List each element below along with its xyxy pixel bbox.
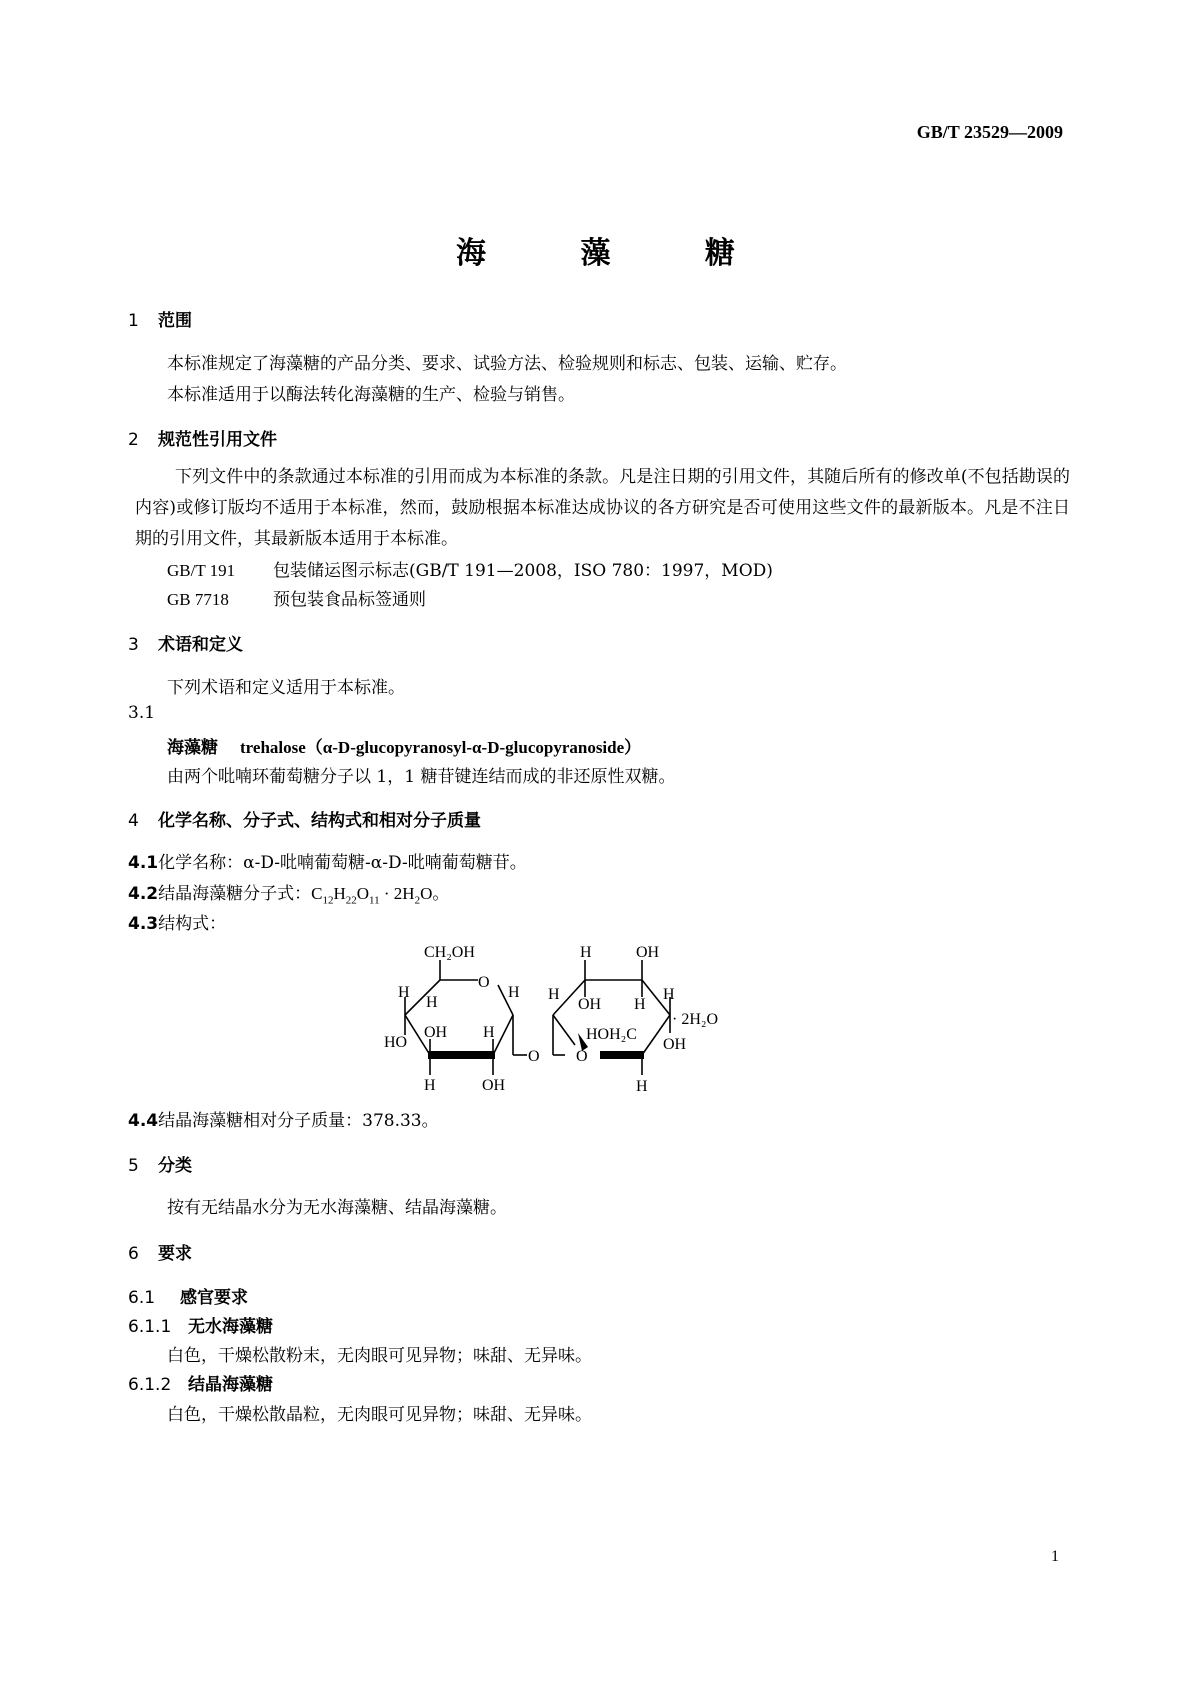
page-number: 1 — [1051, 1548, 1059, 1565]
clause-4-4 — [128, 1106, 439, 1131]
s5-paragraph-1: 按有无结晶水分为无水海藻糖、结晶海藻糖。 — [167, 1198, 507, 1218]
label-h: H — [634, 996, 646, 1013]
clause-6-1-1-text: 白色，干燥松散粉末，无肉眼可见异物；味甜、无异味。 — [167, 1346, 592, 1366]
clause-6-1-heading — [128, 1283, 248, 1308]
section-title: 范围 — [158, 311, 192, 331]
clause-6-1-2-text: 白色，干燥松散晶粒，无肉眼可见异物；味甜、无异味。 — [167, 1405, 592, 1425]
section-2-heading — [128, 425, 277, 450]
section-title: 术语和定义 — [158, 635, 243, 655]
label-h: H — [424, 1077, 436, 1094]
label-ring-oxygen: O — [576, 1048, 588, 1065]
reference-title: 预包装食品标签通则 — [273, 590, 426, 610]
label-h: H — [580, 944, 592, 961]
clause-6-1-1-heading — [128, 1312, 273, 1337]
clause-text: 结构式： — [158, 914, 227, 934]
term-chinese: 海藻糖 — [167, 738, 218, 758]
label-water: · 2H₂O — [672, 1011, 719, 1028]
s1-paragraph-1: 本标准规定了海藻糖的产品分类、要求、试验方法、检验规则和标志、包装、运输、贮存。 — [167, 354, 847, 374]
clause-number: 4.3 — [128, 914, 159, 934]
right-ring-bold-bond — [600, 1051, 644, 1059]
section-4-heading — [128, 806, 481, 831]
s1-paragraph-2: 本标准适用于以酶法转化海藻糖的生产、检验与销售。 — [167, 385, 575, 405]
label-hoh2c: HOH₂C — [586, 1026, 637, 1043]
clause-4-2 — [128, 879, 449, 906]
label-ho: HO — [384, 1034, 408, 1051]
label-oh: OH — [424, 1024, 448, 1041]
section-title: 分类 — [158, 1156, 192, 1176]
section-title: 要求 — [158, 1244, 192, 1264]
section-number: 2 — [128, 430, 139, 450]
section-6-heading — [128, 1239, 192, 1264]
term-english: trehalose（α-D-glucopyranosyl-α-D-glucopyranoside） — [240, 738, 642, 757]
clause-title: 结晶海藻糖 — [188, 1375, 273, 1395]
clause-title: 感官要求 — [180, 1288, 248, 1308]
term-definition: 由两个吡喃环葡萄糖分子以 1，1 糖苷键连结而成的非还原性双糖。 — [167, 767, 676, 787]
section-1-heading — [128, 306, 192, 331]
clause-text: 结晶海藻糖相对分子质量：378.33。 — [158, 1111, 439, 1131]
clause-title: 无水海藻糖 — [188, 1317, 273, 1337]
s3-paragraph-1: 下列术语和定义适用于本标准。 — [167, 678, 405, 698]
label-h: H — [636, 1078, 648, 1095]
clause-text: 结晶海藻糖分子式： — [158, 884, 312, 904]
label-h: H — [483, 1024, 495, 1041]
section-number: 1 — [128, 311, 139, 331]
label-oh: OH — [663, 1036, 687, 1053]
section-title: 化学名称、分子式、结构式和相对分子质量 — [158, 811, 481, 831]
reference-title: 包装储运图示标志(GB/T 191—2008，ISO 780：1997，MOD) — [273, 561, 773, 581]
clause-number: 6.1.1 — [128, 1317, 172, 1337]
standard-number: GB/T 23529—2009 — [916, 122, 1063, 142]
clause-number: 6.1 — [128, 1288, 156, 1308]
section-5-heading — [128, 1151, 192, 1176]
clause-4-1 — [128, 848, 527, 873]
clause-number: 6.1.2 — [128, 1375, 172, 1395]
section-number: 4 — [128, 811, 139, 831]
clause-text: 化学名称：α-D-吡喃葡萄糖-α-D-吡喃葡萄糖苷。 — [158, 853, 527, 873]
section-number: 6 — [128, 1244, 139, 1264]
document-title: 海 藻 糖 — [456, 236, 777, 271]
label-glycosidic-oxygen: O — [528, 1048, 540, 1065]
label-oh: OH — [636, 944, 660, 961]
label-h: H — [663, 986, 675, 1003]
label-h: H — [426, 994, 438, 1011]
reference-item — [167, 585, 426, 610]
section-title: 规范性引用文件 — [158, 430, 277, 450]
clause-number: 4.2 — [128, 884, 159, 904]
left-ring-bold-bond — [428, 1051, 495, 1059]
clause-number: 3.1 — [128, 703, 156, 723]
section-3-heading — [128, 630, 243, 655]
molecular-formula: $C_{12}H_{22}O_{11} \cdot 2H_2O$。 — [311, 884, 450, 907]
clause-6-1-2-heading — [128, 1370, 273, 1395]
label-ch2oh: CH₂OH — [424, 944, 475, 961]
term-entry — [167, 733, 641, 758]
label-h: H — [548, 986, 560, 1003]
section-number: 5 — [128, 1156, 139, 1176]
clause-number: 4.1 — [128, 853, 159, 873]
reference-code: GB 7718 — [167, 590, 229, 609]
clause-4-3 — [128, 909, 226, 934]
label-oh: OH — [578, 996, 602, 1013]
label-oh: OH — [482, 1077, 506, 1094]
label-ring-oxygen: O — [478, 974, 490, 991]
reference-code: GB/T 191 — [167, 561, 236, 580]
trehalose-structural-formula — [380, 935, 760, 1100]
label-h: H — [508, 984, 520, 1001]
s2-paragraph-1: 下列文件中的条款通过本标准的引用而成为本标准的条款。凡是注日期的引用文件，其随后所有的修改单(不包括勘误的内容)或修订版均不适用于本标准，然而，鼓励根据本标准达成协议的各方研究是否可使用这些文件的最新版本。凡是不注日期的引用文件，其最新版本适用于本标准。 — [135, 467, 1070, 549]
section-number: 3 — [128, 635, 139, 655]
clause-number: 4.4 — [128, 1111, 159, 1131]
label-h: H — [398, 984, 410, 1001]
reference-item — [167, 556, 773, 581]
